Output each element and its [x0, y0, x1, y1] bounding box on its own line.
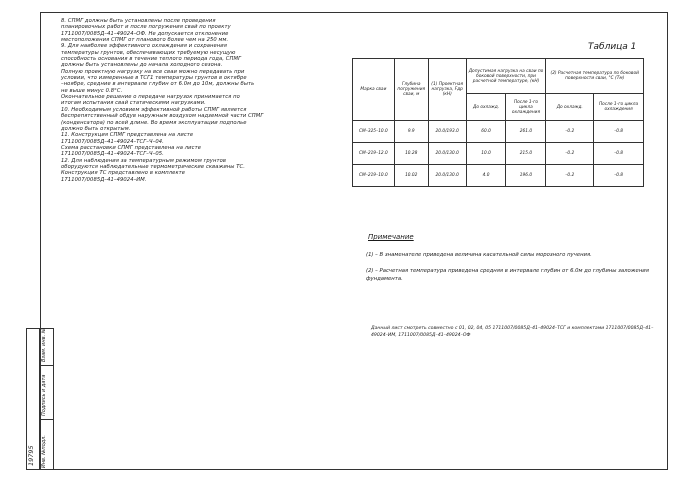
cell-temp-before: –0.2	[546, 165, 594, 187]
header-temp-before: До охлажд.	[546, 94, 594, 121]
cell-mark: СМ–219–12.0	[353, 143, 395, 165]
paragraph-final-decision: Окончательное решение о передаче нагрузок принимается по итогам испытания свай статическими нагрузками.	[61, 94, 240, 107]
table-row	[353, 143, 644, 165]
side-label-inv: Инв. №подл.	[41, 435, 47, 468]
general-notes-text	[61, 18, 311, 183]
paragraph-11: 11. Конструкция СПМГ представлена на листе 1711007/0085Д–41–49024–ТСГ–Ч–04.	[61, 132, 194, 145]
cell-temp-after: –0.8	[594, 121, 644, 143]
cell-allow-before: 4.0	[466, 165, 506, 187]
notes-title: Примечание	[368, 233, 414, 241]
cell-allow-before: 60.0	[466, 121, 506, 143]
header-design-load: (1) Проектная нагрузка, Fдр (кН)	[428, 59, 466, 121]
cell-mark: СМ–219–10.0	[353, 165, 395, 187]
paragraph-load: Полную проектную нагрузку на все сваи можно передавать при условии, что измеренные в ТСГ1 температуры грунтов в октябре –ноябре, средние в интервале глубин от 6.0м до 10м, должны быть не выше минус 0.8°С.	[61, 68, 255, 94]
cell-allow-after: 196.0	[506, 165, 546, 187]
cell-allow-before: 10.0	[466, 143, 506, 165]
pile-table	[352, 58, 644, 187]
table-title: Таблица 1	[588, 42, 637, 52]
cell-load: 20.0/193.0	[428, 121, 466, 143]
header-depth: Глубина погружения сваи, м	[394, 59, 428, 121]
cell-temp-after: –0.8	[594, 165, 644, 187]
inventory-number: 19795	[27, 445, 35, 466]
header-temp-after: После 1-го цикла охлаждения	[594, 94, 644, 121]
header-allowable-load: Допустимая нагрузка на сваи по боковой поверхности, при расчетной температуре, (кН)	[466, 59, 546, 94]
side-label-replace: Взам. инв. №	[41, 328, 47, 362]
paragraph-9: 9. Для наиболее эффективного охлаждения и сохранения температуры грунтов, обеспечивающих требуемую несущую способность основания в течение теплого периода года, СПМГ должны быть установлены до начала холодного сезона.	[61, 43, 242, 69]
cell-load: 20.0/130.0	[428, 165, 466, 187]
header-design-temperature: (2) Расчетная температура по боковой поверхности сваи, °С (Тм)	[546, 59, 644, 94]
cell-depth: 10.02	[394, 165, 428, 187]
paragraph-12: 12. Для наблюдения за температурным режимом грунтов оборудуются наблюдательные термометрические скважины ТС. Конструкция ТС представлено в комплекте 1711007/0085Д–41–49024–ИМ.	[61, 157, 245, 183]
side-label-signature: Подпись и дата	[41, 374, 47, 416]
cell-depth: 10.28	[394, 143, 428, 165]
header-mark: Марка сваи	[353, 59, 395, 121]
cell-allow-after: 215.0	[506, 143, 546, 165]
cross-reference-note: Данный лист смотреть совместно с 01, 02, 04, 05 1711007/0085Д–41–49024–ТСГ и комплектами 1711007/0085Д–41–49024–ИМ, 1711007/0085Д–41–49024–ОФ	[371, 326, 654, 338]
table-row	[353, 121, 644, 143]
cell-temp-after: –0.8	[594, 143, 644, 165]
table-row	[353, 165, 644, 187]
note-1: (1) – В знаменателе приведена величина касательной силы морозного пучения.	[366, 252, 592, 258]
paragraph-8: 8. СПМГ должны быть установлены после проведения планировочных работ и после погружения свай по проекту 1711007/0085Д–41–49024–ОФ. Не допускается отклонение местоположения СПМГ от планового более чем на 250 мм.	[61, 18, 231, 44]
paragraph-scheme: Схема расстановки СПМГ представлена на листе 1711007/0085Д–41–49024–ТСГ–Ч–05.	[61, 144, 201, 158]
cell-depth: 9.9	[394, 121, 428, 143]
cell-temp-before: –0.2	[546, 143, 594, 165]
header-allow-after: После 1-го цикла охлаждения	[506, 94, 546, 121]
header-allow-before: До охлажд.	[466, 94, 506, 121]
cell-load: 20.0/130.0	[428, 143, 466, 165]
cell-mark: СМ–325–10.0	[353, 121, 395, 143]
cell-allow-after: 261.0	[506, 121, 546, 143]
note-2: (2) – Расчетная температура приведена средняя в интервале глубин от 6.0м до глубины заложения фундамента.	[366, 268, 649, 282]
cell-temp-before: –0.2	[546, 121, 594, 143]
paragraph-10: 10. Необходимым условием эффективной работы СПМГ является беспрепятственный обдув наружным воздухом надземной части СПМГ (конденсатора) по всей длине. Во время эксплуатации подполье должно быть открытым.	[61, 106, 264, 132]
